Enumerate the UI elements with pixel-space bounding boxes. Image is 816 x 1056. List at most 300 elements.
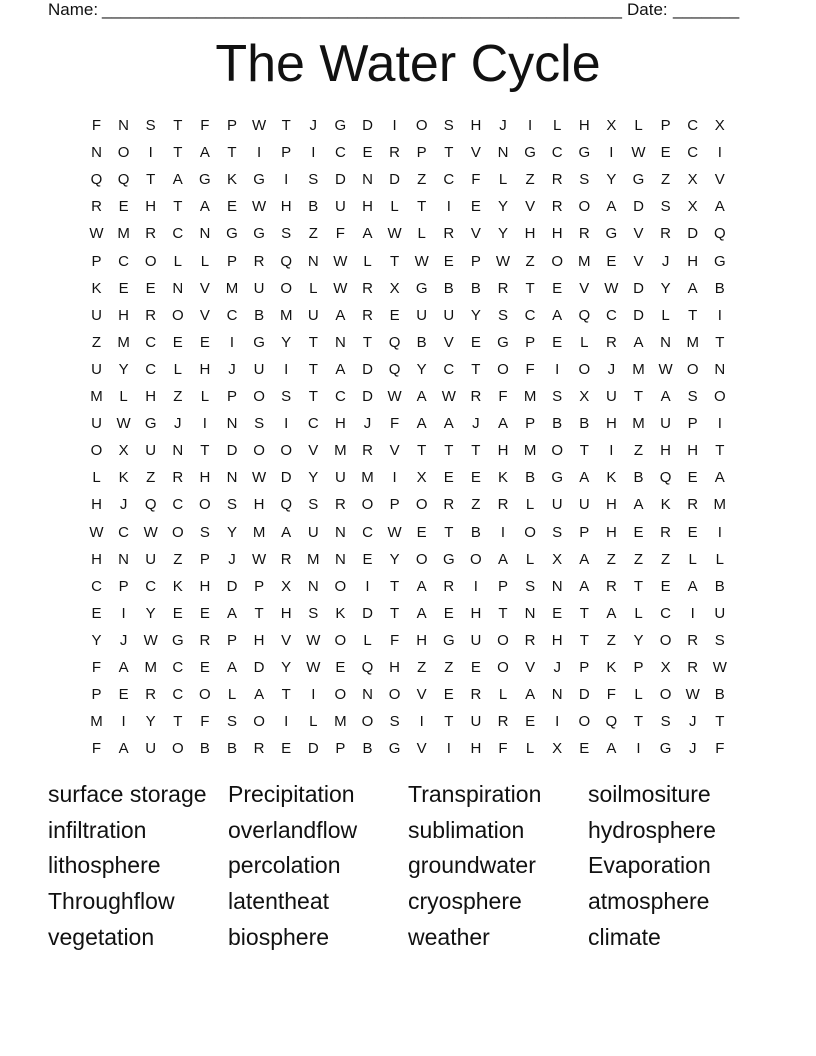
grid-letter: L bbox=[173, 360, 182, 378]
grid-letter: E bbox=[172, 333, 183, 351]
grid-letter: W bbox=[252, 469, 267, 487]
grid-letter: L bbox=[634, 686, 643, 704]
grid-letter: T bbox=[715, 333, 725, 351]
grid-letter: F bbox=[390, 415, 400, 433]
grid-letter: B bbox=[443, 279, 454, 297]
grid-letter: T bbox=[173, 144, 183, 162]
grid-letter: J bbox=[119, 631, 128, 649]
grid-letter: T bbox=[444, 144, 454, 162]
grid-letter: P bbox=[254, 577, 265, 595]
grid-letter: E bbox=[226, 198, 237, 216]
grid-letter: W bbox=[658, 360, 673, 378]
grid-letter: A bbox=[687, 279, 698, 297]
grid-letter: O bbox=[280, 442, 293, 460]
grid-letter: A bbox=[579, 577, 590, 595]
grid-letter: A bbox=[335, 306, 346, 324]
grid-row bbox=[83, 491, 733, 518]
grid-letter: I bbox=[636, 740, 641, 758]
grid-letter: W bbox=[143, 631, 158, 649]
grid-letter: I bbox=[284, 360, 289, 378]
grid-letter: O bbox=[659, 686, 672, 704]
grid-letter: R bbox=[334, 496, 346, 514]
grid-letter: Q bbox=[144, 496, 157, 514]
grid-letter: O bbox=[686, 360, 699, 378]
grid-letter: P bbox=[226, 252, 237, 270]
grid-letter: A bbox=[714, 198, 725, 216]
word-bank-item: Precipitation bbox=[228, 781, 355, 807]
grid-letter: J bbox=[553, 659, 561, 676]
word-bank-item: latentheat bbox=[228, 888, 330, 915]
grid-letter: W bbox=[252, 198, 267, 216]
grid-letter: B bbox=[308, 198, 319, 216]
grid-letter: E bbox=[687, 469, 698, 487]
grid-letter: U bbox=[145, 550, 157, 568]
grid-letter: E bbox=[552, 604, 563, 622]
grid-letter: A bbox=[497, 415, 508, 433]
grid-letter: N bbox=[226, 469, 238, 487]
grid-letter: U bbox=[253, 279, 265, 297]
grid-letter: V bbox=[199, 306, 210, 324]
grid-letter: A bbox=[226, 604, 237, 622]
grid-letter: M bbox=[523, 388, 537, 405]
grid-letter: M bbox=[279, 306, 293, 324]
grid-letter: O bbox=[659, 631, 672, 649]
grid-letter: A bbox=[687, 577, 698, 595]
grid-letter: E bbox=[606, 252, 617, 270]
grid-letter: W bbox=[252, 117, 267, 134]
grid-letter: R bbox=[551, 198, 563, 216]
grid-letter: N bbox=[199, 225, 211, 243]
grid-row bbox=[83, 546, 733, 573]
grid-letter: L bbox=[498, 686, 508, 704]
grid-letter: H bbox=[118, 306, 130, 324]
grid-letter: F bbox=[335, 225, 345, 243]
grid-letter: H bbox=[199, 577, 211, 595]
grid-letter: O bbox=[388, 686, 401, 704]
grid-letter: A bbox=[633, 333, 644, 351]
grid-letter: K bbox=[606, 469, 617, 487]
grid-letter: P bbox=[389, 496, 400, 514]
grid-letter: A bbox=[660, 388, 671, 405]
grid-letter: A bbox=[633, 496, 644, 514]
word-bank-item: soilmositure bbox=[588, 781, 711, 807]
grid-letter: Y bbox=[470, 306, 481, 324]
grid-letter: G bbox=[551, 469, 564, 487]
grid-letter: E bbox=[118, 198, 129, 216]
grid-letter: H bbox=[253, 631, 265, 649]
grid-letter: L bbox=[200, 252, 210, 270]
grid-letter: E bbox=[416, 523, 427, 541]
grid-letter: W bbox=[441, 388, 456, 405]
grid-letter: Z bbox=[661, 550, 671, 568]
grid-row bbox=[83, 410, 733, 437]
grid-letter: N bbox=[307, 577, 319, 595]
grid-letter: V bbox=[470, 144, 481, 162]
grid-letter: E bbox=[443, 604, 454, 622]
grid-letter: G bbox=[388, 740, 401, 758]
grid-letter: E bbox=[660, 144, 671, 162]
grid-letter: R bbox=[172, 469, 184, 487]
grid-letter: H bbox=[470, 740, 482, 758]
grid-letter: P bbox=[199, 550, 210, 568]
grid-letter: S bbox=[497, 306, 508, 324]
grid-letter: M bbox=[361, 469, 374, 487]
grid-letter: I bbox=[121, 604, 126, 622]
grid-letter: U bbox=[416, 306, 428, 324]
grid-letter: H bbox=[687, 252, 699, 270]
grid-letter: Z bbox=[525, 171, 535, 189]
grid-letter: J bbox=[688, 740, 697, 758]
grid-letter: L bbox=[715, 550, 724, 568]
grid-letter: U bbox=[334, 469, 346, 487]
grid-letter: T bbox=[715, 713, 725, 731]
grid-letter: C bbox=[605, 306, 617, 324]
grid-letter: U bbox=[334, 198, 346, 216]
grid-letter: E bbox=[552, 333, 563, 351]
word-bank-item: vegetation bbox=[48, 923, 155, 950]
grid-letter: I bbox=[202, 415, 207, 433]
grid-letter: F bbox=[91, 659, 102, 676]
grid-letter: V bbox=[308, 442, 319, 460]
grid-letter: E bbox=[443, 252, 454, 270]
grid-letter: E bbox=[633, 523, 644, 541]
grid-letter: T bbox=[417, 198, 427, 216]
grid-letter: C bbox=[687, 144, 699, 162]
grid-letter: W bbox=[143, 523, 158, 541]
grid-letter: R bbox=[524, 631, 536, 649]
grid-letter: I bbox=[257, 144, 262, 162]
grid-letter: G bbox=[253, 333, 265, 351]
grid-letter: Y bbox=[226, 523, 237, 541]
grid-letter: B bbox=[579, 415, 590, 433]
grid-letter: E bbox=[145, 279, 156, 297]
grid-letter: U bbox=[145, 442, 157, 460]
grid-letter: C bbox=[443, 171, 455, 189]
grid-letter: R bbox=[145, 225, 157, 243]
grid-letter: C bbox=[172, 496, 184, 514]
grid-letter: E bbox=[470, 198, 481, 216]
grid-letter: X bbox=[118, 442, 129, 460]
grid-letter: L bbox=[309, 713, 318, 731]
grid-letter: R bbox=[497, 279, 509, 297]
grid-letter: A bbox=[416, 604, 427, 622]
grid-letter: I bbox=[392, 469, 397, 487]
grid-letter: O bbox=[334, 631, 347, 649]
word-bank-item: Transpiration bbox=[408, 781, 542, 807]
grid-letter: M bbox=[307, 550, 320, 568]
word-bank-item: percolation bbox=[228, 852, 341, 879]
grid-letter: A bbox=[118, 659, 129, 676]
grid-letter: O bbox=[578, 713, 591, 731]
grid-letter: C bbox=[334, 144, 346, 162]
grid-letter: Z bbox=[417, 171, 427, 189]
grid-row bbox=[83, 112, 733, 139]
grid-letter: I bbox=[311, 144, 316, 162]
grid-letter: H bbox=[91, 550, 102, 568]
grid-letter: H bbox=[605, 496, 617, 514]
grid-letter: L bbox=[688, 550, 697, 568]
grid-letter: O bbox=[253, 713, 265, 731]
grid-letter: E bbox=[443, 686, 454, 704]
grid-letter: S bbox=[714, 631, 725, 649]
grid-row bbox=[83, 654, 733, 681]
grid-letter: P bbox=[226, 388, 237, 405]
word-bank-item: groundwater bbox=[408, 852, 536, 879]
grid-letter: B bbox=[633, 469, 644, 487]
grid-letter: O bbox=[144, 252, 157, 270]
grid-letter: Z bbox=[417, 659, 427, 676]
grid-letter: T bbox=[281, 117, 291, 134]
grid-letter: S bbox=[226, 496, 237, 514]
grid-letter: L bbox=[525, 496, 535, 514]
grid-letter: X bbox=[552, 740, 563, 758]
grid-letter: N bbox=[497, 144, 509, 162]
grid-letter: S bbox=[525, 577, 536, 595]
grid-row bbox=[83, 735, 733, 762]
grid-letter: L bbox=[92, 469, 101, 487]
grid-letter: R bbox=[470, 686, 482, 704]
grid-letter: Z bbox=[471, 496, 481, 514]
grid-letter: Z bbox=[661, 171, 671, 189]
grid-letter: E bbox=[172, 604, 183, 622]
grid-letter: X bbox=[416, 469, 427, 487]
grid-letter: R bbox=[253, 252, 265, 270]
grid-letter: W bbox=[306, 631, 321, 649]
grid-letter: I bbox=[229, 333, 235, 351]
grid-letter: G bbox=[144, 415, 157, 433]
grid-letter: O bbox=[171, 740, 184, 758]
grid-letter: L bbox=[363, 252, 372, 270]
grid-letter: N bbox=[118, 550, 130, 568]
grid-letter: F bbox=[200, 713, 210, 731]
grid-letter: T bbox=[579, 604, 589, 622]
grid-letter: Y bbox=[91, 631, 102, 649]
grid-letter: I bbox=[473, 577, 478, 595]
grid-letter: M bbox=[334, 442, 347, 460]
grid-letter: K bbox=[172, 577, 183, 595]
grid-letter: S bbox=[552, 388, 563, 405]
grid-letter: L bbox=[390, 198, 399, 216]
grid-letter: N bbox=[714, 360, 726, 378]
grid-letter: H bbox=[524, 225, 536, 243]
grid-letter: H bbox=[91, 496, 102, 514]
grid-letter: D bbox=[633, 306, 644, 324]
grid-letter: D bbox=[307, 740, 319, 758]
word-bank-item: Evaporation bbox=[588, 852, 711, 879]
grid-letter: Q bbox=[90, 171, 103, 189]
grid-letter: R bbox=[470, 388, 482, 405]
grid-letter: P bbox=[91, 686, 102, 704]
grid-letter: A bbox=[416, 415, 427, 433]
grid-letter: S bbox=[660, 198, 671, 216]
grid-letter: A bbox=[172, 171, 183, 189]
grid-letter: R bbox=[145, 306, 157, 324]
grid-letter: U bbox=[578, 496, 590, 514]
grid-row bbox=[83, 329, 733, 356]
grid-letter: M bbox=[117, 225, 130, 243]
grid-letter: W bbox=[333, 252, 348, 270]
grid-letter: V bbox=[525, 198, 536, 216]
grid-letter: J bbox=[228, 360, 236, 378]
grid-letter: R bbox=[280, 550, 292, 568]
grid-letter: U bbox=[660, 415, 672, 433]
grid-letter: G bbox=[632, 171, 645, 189]
grid-letter: D bbox=[226, 442, 238, 460]
grid-letter: R bbox=[660, 523, 672, 541]
grid-letter: U bbox=[307, 523, 319, 541]
grid-letter: T bbox=[417, 442, 427, 460]
grid-letter: T bbox=[281, 686, 291, 704]
grid-letter: W bbox=[495, 252, 511, 270]
grid-letter: W bbox=[387, 225, 402, 243]
grid-letter: N bbox=[118, 117, 130, 134]
grid-letter: V bbox=[443, 333, 454, 351]
grid-letter: N bbox=[362, 686, 373, 704]
grid-letter: G bbox=[334, 117, 347, 134]
grid-letter: D bbox=[226, 577, 238, 595]
grid-letter: M bbox=[144, 659, 157, 676]
grid-letter: C bbox=[362, 523, 373, 541]
grid-letter: W bbox=[387, 388, 402, 405]
grid-letter: I bbox=[446, 198, 451, 216]
grid-letter: O bbox=[470, 550, 482, 568]
grid-letter: M bbox=[632, 360, 645, 378]
grid-letter: T bbox=[633, 713, 644, 731]
grid-letter: I bbox=[717, 144, 722, 162]
grid-letter: C bbox=[660, 604, 672, 622]
grid-letter: E bbox=[362, 144, 373, 162]
grid-letter: J bbox=[119, 496, 128, 514]
grid-letter: O bbox=[578, 198, 591, 216]
grid-letter: F bbox=[200, 117, 210, 134]
grid-letter: I bbox=[284, 415, 289, 433]
grid-letter: N bbox=[362, 171, 373, 189]
grid-letter: X bbox=[389, 279, 400, 297]
grid-row bbox=[83, 681, 733, 708]
grid-letter: H bbox=[416, 631, 428, 649]
grid-letter: J bbox=[309, 117, 318, 134]
grid-letter: I bbox=[148, 144, 153, 162]
grid-letter: P bbox=[226, 631, 237, 649]
grid-letter: A bbox=[497, 550, 508, 568]
grid-letter: X bbox=[579, 388, 590, 405]
grid-letter: J bbox=[607, 360, 616, 378]
grid-row bbox=[83, 573, 733, 600]
grid-letter: T bbox=[146, 171, 156, 189]
grid-letter: T bbox=[633, 577, 644, 595]
grid-letter: T bbox=[390, 604, 400, 622]
grid-letter: O bbox=[497, 360, 509, 378]
grid-letter: H bbox=[605, 523, 617, 541]
grid-letter: V bbox=[525, 659, 536, 676]
grid-letter: Q bbox=[280, 252, 293, 270]
grid-letter: G bbox=[524, 144, 536, 162]
word-bank-item: lithosphere bbox=[48, 852, 161, 879]
grid-letter: R bbox=[687, 659, 699, 676]
grid-letter: T bbox=[200, 442, 210, 460]
grid-letter: B bbox=[552, 415, 563, 433]
grid-letter: W bbox=[712, 659, 727, 676]
grid-letter: R bbox=[389, 144, 401, 162]
grid-letter: B bbox=[714, 279, 725, 297]
grid-letter: S bbox=[281, 388, 292, 405]
grid-letter: N bbox=[172, 442, 184, 460]
grid-letter: G bbox=[442, 550, 455, 568]
grid-letter: T bbox=[362, 333, 373, 351]
grid-letter: T bbox=[308, 388, 318, 405]
grid-letter: S bbox=[281, 225, 292, 243]
grid-letter: T bbox=[498, 604, 508, 622]
grid-letter: P bbox=[579, 659, 590, 676]
grid-letter: F bbox=[498, 740, 508, 758]
grid-letter: S bbox=[199, 523, 210, 541]
grid-letter: Y bbox=[606, 171, 617, 189]
grid-letter: B bbox=[525, 469, 536, 487]
grid-letter: I bbox=[121, 713, 126, 731]
grid-letter: J bbox=[174, 415, 182, 433]
grid-letter: N bbox=[334, 333, 346, 351]
grid-letter: E bbox=[579, 740, 590, 758]
grid-letter: S bbox=[308, 604, 319, 622]
grid-letter: F bbox=[471, 171, 481, 189]
grid-letter: F bbox=[715, 740, 725, 758]
grid-letter: V bbox=[633, 252, 644, 270]
grid-letter: D bbox=[389, 171, 401, 189]
grid-letter: I bbox=[717, 306, 722, 324]
grid-letter: F bbox=[606, 686, 616, 704]
grid-letter: A bbox=[118, 740, 129, 758]
grid-letter: S bbox=[308, 496, 319, 514]
grid-letter: O bbox=[171, 523, 184, 541]
grid-letter: C bbox=[307, 415, 319, 433]
grid-row bbox=[83, 166, 733, 193]
word-bank-item: climate bbox=[588, 923, 661, 950]
grid-letter: I bbox=[284, 713, 289, 731]
grid-letter: K bbox=[606, 659, 617, 676]
grid-letter: C bbox=[687, 117, 699, 134]
grid-letter: S bbox=[579, 171, 590, 189]
grid-letter: T bbox=[173, 117, 183, 134]
grid-letter: Z bbox=[444, 659, 454, 676]
grid-letter: A bbox=[416, 577, 427, 595]
date-field-line: _______ bbox=[673, 0, 740, 19]
grid-letter: U bbox=[714, 604, 726, 622]
grid-letter: O bbox=[253, 442, 265, 460]
worksheet-header bbox=[48, 0, 748, 20]
grid-letter: A bbox=[525, 686, 536, 704]
grid-letter: H bbox=[551, 631, 563, 649]
grid-letter: E bbox=[199, 659, 210, 676]
grid-letter: Y bbox=[660, 279, 671, 297]
grid-letter: I bbox=[717, 523, 722, 541]
grid-letter: S bbox=[389, 713, 400, 731]
grid-letter: R bbox=[443, 496, 455, 514]
grid-letter: U bbox=[605, 388, 617, 405]
grid-row bbox=[83, 708, 733, 735]
grid-letter: D bbox=[280, 469, 292, 487]
grid-letter: A bbox=[714, 469, 725, 487]
grid-letter: R bbox=[443, 577, 455, 595]
grid-letter: T bbox=[444, 713, 454, 731]
grid-letter: L bbox=[525, 550, 535, 568]
grid-letter: X bbox=[606, 117, 617, 134]
grid-letter: M bbox=[523, 442, 537, 460]
grid-letter: B bbox=[254, 306, 265, 324]
grid-letter: A bbox=[335, 360, 346, 378]
grid-letter: H bbox=[660, 442, 672, 460]
grid-letter: H bbox=[497, 442, 509, 460]
grid-letter: C bbox=[443, 360, 455, 378]
